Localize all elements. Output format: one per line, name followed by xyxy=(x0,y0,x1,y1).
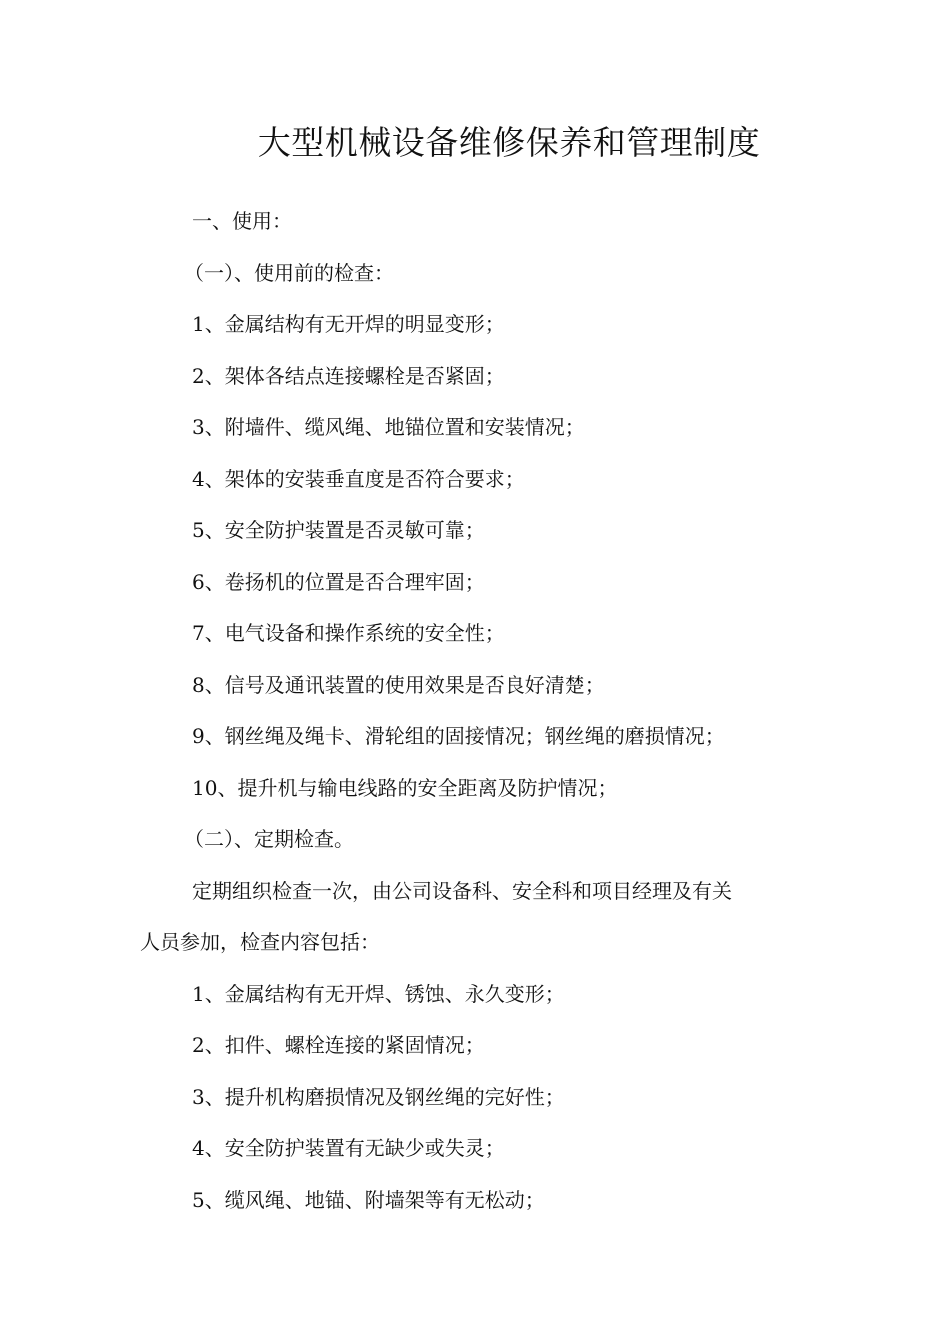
list-item: 9、钢丝绳及绳卡、滑轮组的固接情况；钢丝绳的磨损情况； xyxy=(192,724,725,748)
list-item: 2、架体各结点连接螺栓是否紧固； xyxy=(192,363,505,388)
list-item: 5、缆风绳、地锚、附墙架等有无松动； xyxy=(192,1187,545,1212)
list-item: 4、架体的安装垂直度是否符合要求； xyxy=(192,466,525,491)
list-item: 4、安全防护装置有无缺少或失灵； xyxy=(192,1136,505,1160)
document-title: 大型机械设备维修保养和管理制度 xyxy=(257,123,761,162)
list-item: 1、金属结构有无开焊、锈蚀、永久变形； xyxy=(192,981,565,1006)
list-item: 3、提升机构磨损情况及钢丝绳的完好性； xyxy=(192,1084,565,1109)
section-heading-use: 一、使用： xyxy=(192,209,292,233)
list-item: 2、扣件、螺栓连接的紧固情况； xyxy=(192,1033,485,1057)
paragraph-line: 定期组织检查一次，由公司设备科、安全科和项目经理及有关 xyxy=(192,878,732,903)
list-item: 5、安全防护装置是否灵敏可靠； xyxy=(192,518,485,542)
paragraph-line: 人员参加，检查内容包括： xyxy=(140,930,380,954)
list-item: 3、附墙件、缆风绳、地锚位置和安装情况； xyxy=(192,415,585,439)
subsection-heading-periodic-check: （二）、定期检查。 xyxy=(184,827,354,851)
list-item: 10、提升机与输电线路的安全距离及防护情况； xyxy=(192,775,618,800)
subsection-heading-pre-use-check: （一）、使用前的检查： xyxy=(184,260,394,285)
list-item: 7、电气设备和操作系统的安全性； xyxy=(192,621,505,645)
list-item: 8、信号及通讯装置的使用效果是否良好清楚； xyxy=(192,672,605,697)
list-item: 1、金属结构有无开焊的明显变形； xyxy=(192,312,505,336)
list-item: 6、卷扬机的位置是否合理牢固； xyxy=(192,569,485,594)
document-body xyxy=(140,196,805,1226)
